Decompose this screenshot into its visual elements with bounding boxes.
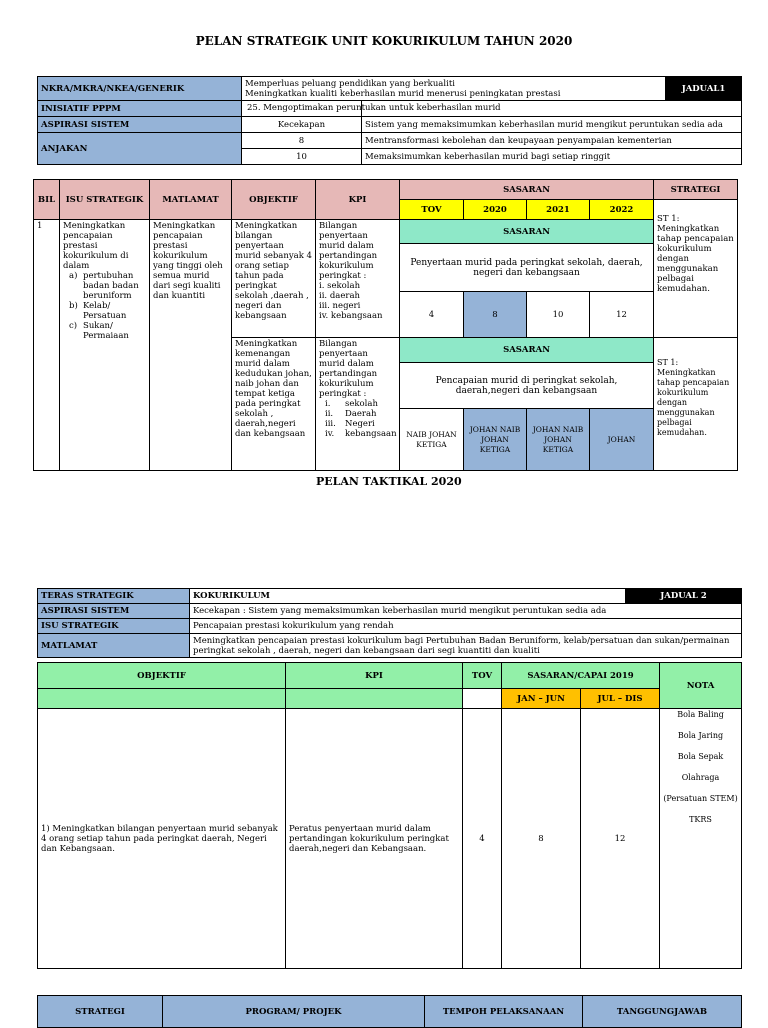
section-title: PELAN TAKTIKAL 2020 xyxy=(316,475,462,488)
teras-value: KOKURIKULUM xyxy=(190,589,626,604)
sasaran-2-tov: NAIB JOHAN KETIGA xyxy=(400,409,464,471)
kpi-2: Bilangan penyertaan murid dalam pertandingan kokurikulum peringkat : i. sekolah ii. Daerah iii. Negeri iv. kebangsaan xyxy=(316,338,400,471)
sasaran-1-2022: 12 xyxy=(590,292,654,338)
anjakan-label: ANJAKAN xyxy=(38,133,242,165)
jadual-label: JADUAL1 xyxy=(666,77,742,101)
strategi-2: ST 1: Meningkatkan tahap pencapaian kokurikulum dengan menggunakan pelbagai kemudahan. xyxy=(654,338,738,471)
year-2020: 2020 xyxy=(464,200,527,220)
anjakan-no: 8 xyxy=(242,133,362,149)
taktikal-nota: Bola Baling Bola Jaring Bola Sepak Olahraga (Persatuan STEM) TKRS xyxy=(660,709,742,969)
jadual-2-label: JADUAL 2 xyxy=(626,589,742,604)
header-tanggungjawab: TANGGUNGJAWAB xyxy=(583,996,742,1028)
taktikal-info-table xyxy=(37,588,742,658)
program-table xyxy=(37,995,742,1028)
sasaran-1-text: Penyertaan murid pada peringkat sekolah, daerah, negeri dan kebangsaan xyxy=(400,244,654,292)
taktikal-kpi: Peratus penyertaan murid dalam pertandingan kokurikulum peringkat daerah,negeri dan Kebangsaan. xyxy=(286,709,463,969)
inisiatif-label: INISIATIF PPPM xyxy=(38,101,242,117)
header-kpi: KPI xyxy=(316,180,400,220)
sasaran-subheader: SASARAN xyxy=(400,338,654,363)
taktikal-objektif: 1) Meningkatkan bilangan penyertaan murid sebanyak 4 orang setiap tahun pada peringkat daerah, Negeri dan Kebangsaan. xyxy=(38,709,286,969)
inisiatif-text: 25. Mengoptimakan peruntukan untuk keberhasilan murid xyxy=(247,103,501,113)
isu-value: Pencapaian prestasi kokurikulum yang rendah xyxy=(190,619,742,634)
header-kpi: KPI xyxy=(286,663,463,689)
objektif-1: Meningkatkan bilangan penyertaan murid sebanyak 4 orang setiap tahun pada peringkat sekolah ,daerah , negeri dan kebangsaan xyxy=(232,220,316,338)
sasaran-1-tov: 4 xyxy=(400,292,464,338)
header-nota: NOTA xyxy=(660,663,742,709)
nkra-label: NKRA/MKRA/NKEA/GENERIK xyxy=(38,77,242,101)
taktikal-jul-dis: 12 xyxy=(581,709,660,969)
taktikal-tov: 4 xyxy=(463,709,502,969)
sasaran-2-2022: JOHAN xyxy=(590,409,654,471)
header-objektif: OBJEKTIF xyxy=(232,180,316,220)
strategi-1: ST 1: Meningkatkan tahap pencapaian kokurikulum dengan menggunakan pelbagai kemudahan. xyxy=(654,200,738,338)
nkra-value: Memperluas peluang pendidikan yang berkualiti Meningkatkan kualiti keberhasilan murid menerusi peningkatan prestasi xyxy=(242,77,666,101)
isu-label: ISU STRATEGIK xyxy=(38,619,190,634)
page-title: PELAN STRATEGIK UNIT KOKURIKULUM TAHUN 2020 xyxy=(195,34,573,48)
sasaran-1-2020: 8 xyxy=(464,292,527,338)
bil-value: 1 xyxy=(34,220,60,471)
strategic-table xyxy=(33,179,738,471)
header-strategi: STRATEGI xyxy=(654,180,738,200)
aspirasi-value: Kecekapan : Sistem yang memaksimumkan keberhasilan murid mengikut peruntukan sedia ada xyxy=(190,604,742,619)
anjakan-text: Mentransformasi kebolehan dan keupayaan penyampaian kementerian xyxy=(362,133,742,149)
taktikal-main-table xyxy=(37,662,742,969)
header-tov: TOV xyxy=(463,663,502,689)
aspirasi-value: Sistem yang memaksimumkan keberhasilan murid mengikut peruntukan sedia ada xyxy=(362,117,742,133)
sasaran-subheader: SASARAN xyxy=(400,220,654,244)
aspirasi-kategori: Kecekapan xyxy=(242,117,362,133)
year-tov: TOV xyxy=(400,200,464,220)
aspirasi-label: ASPIRASI SISTEM xyxy=(38,117,242,133)
matlamat-label: MATLAMAT xyxy=(38,634,190,658)
sasaran-2-2020: JOHAN NAIB JOHAN KETIGA xyxy=(464,409,527,471)
teras-label: TERAS STRATEGIK xyxy=(38,589,190,604)
objektif-2: Meningkatkan kemenangan murid dalam kedudukan johan, naib johan dan tempat ketiga pada peringkat sekolah , daerah,negeri dan kebangsaan xyxy=(232,338,316,471)
header-jan-jun: JAN – JUN xyxy=(502,689,581,709)
sasaran-2-text: Pencapaian murid di peringkat sekolah, daerah,negeri dan kebangsaan xyxy=(400,363,654,409)
matlamat-value: Meningkatkan pencapaian prestasi kokurikulum yang tinggi oleh semua murid dari segi kualiti dan kuantiti xyxy=(150,220,232,471)
header-sasaran: SASARAN xyxy=(400,180,654,200)
header-sasaran-capai: SASARAN/CAPAI 2019 xyxy=(502,663,660,689)
year-2021: 2021 xyxy=(527,200,590,220)
info-table xyxy=(37,76,742,165)
header-isu: ISU STRATEGIK xyxy=(60,180,150,220)
sasaran-2-2021: JOHAN NAIB JOHAN KETIGA xyxy=(527,409,590,471)
taktikal-jan-jun: 8 xyxy=(502,709,581,969)
aspirasi-label: ASPIRASI SISTEM xyxy=(38,604,190,619)
isu-strategik: Meningkatkan pencapaian prestasi kokurikulum di dalam a) pertubuhan badan badan beruniform b) Kelab/ Persatuan c) Sukan/ Permaiaan xyxy=(60,220,150,471)
kpi-1: Bilangan penyertaan murid dalam pertandingan kokurikulum peringkat : i. sekolah ii. daerah iii. negeri iv. kebangsaan xyxy=(316,220,400,338)
header-tempoh: TEMPOH PELAKSANAAN xyxy=(425,996,583,1028)
header-program: PROGRAM/ PROJEK xyxy=(163,996,425,1028)
year-2022: 2022 xyxy=(590,200,654,220)
anjakan-text: Memaksimumkan keberhasilan murid bagi setiap ringgit xyxy=(362,149,742,165)
header-strategi: STRATEGI xyxy=(38,996,163,1028)
matlamat-value: Meningkatkan pencapaian prestasi kokurikulum bagi Pertubuhan Badan Beruniform, kelab/persatuan dan sukan/permainan peringkat sekolah , daerah, negeri dan kebangsaan dari segi kuantiti dan kualiti xyxy=(190,634,742,658)
anjakan-no: 10 xyxy=(242,149,362,165)
header-bil: BIL xyxy=(34,180,60,220)
header-matlamat: MATLAMAT xyxy=(150,180,232,220)
header-jul-dis: JUL – DIS xyxy=(581,689,660,709)
sasaran-1-2021: 10 xyxy=(527,292,590,338)
header-objektif: OBJEKTIF xyxy=(38,663,286,689)
